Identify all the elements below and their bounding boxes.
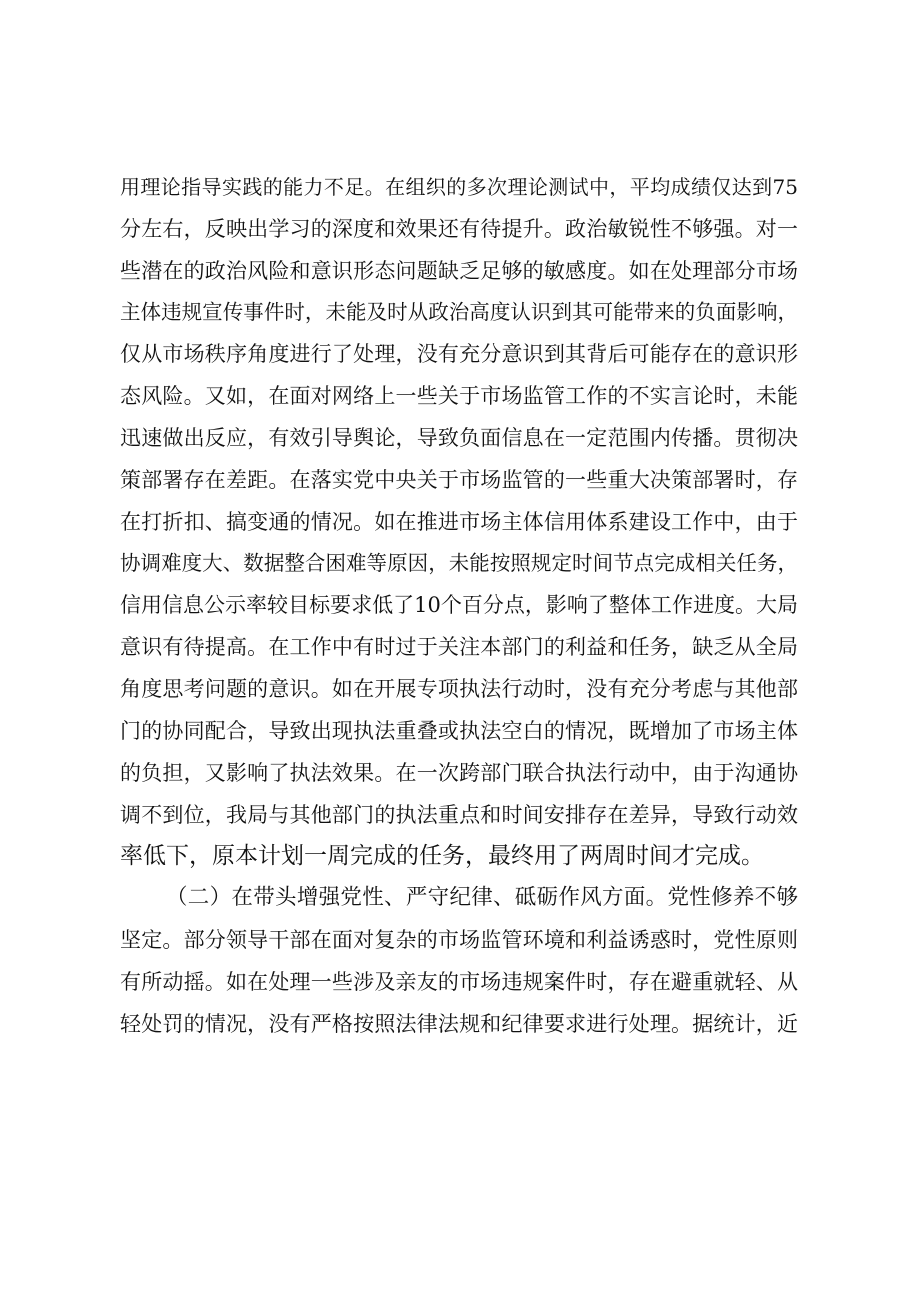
paragraph-1-line-1: 用理论指导实践的能力不足。在组织的多次理论测试中，平均成绩仅达到75 xyxy=(120,175,798,199)
paragraph-2-line-4: 轻处罚的情况，没有严格按照法律法规和纪律要求进行处理。据统计，近 xyxy=(120,1012,798,1036)
paragraph-1-line-4: 主体违规宣传事件时，未能及时从政治高度认识到其可能带来的负面影响， xyxy=(120,300,798,324)
paragraph-2-line-1: （二）在带头增强党性、严守纪律、砥砺作风方面。党性修养不够 xyxy=(166,885,798,910)
paragraph-1-line-12: 意识有待提高。在工作中有时过于关注本部门的利益和任务，缺乏从全局 xyxy=(120,635,798,659)
paragraph-1-line-14: 门的协同配合，导致出现执法重叠或执法空白的情况，既增加了市场主体 xyxy=(120,719,798,743)
paragraph-1-line-3: 些潜在的政治风险和意识形态问题缺乏足够的敏感度。如在处理部分市场 xyxy=(120,259,798,283)
paragraph-1-line-5: 仅从市场秩序角度进行了处理，没有充分意识到其背后可能存在的意识形 xyxy=(120,342,798,366)
paragraph-1-line-15: 的负担，又影响了执法效果。在一次跨部门联合执法行动中，由于沟通协 xyxy=(120,761,798,785)
paragraph-2-line-2: 坚定。部分领导干部在面对复杂的市场监管环境和利益诱惑时，党性原则 xyxy=(120,928,798,952)
paragraph-1-line-17: 率低下，原本计划一周完成的任务，最终用了两周时间才完成。 xyxy=(120,843,764,869)
paragraph-1-line-11: 信用信息公示率较目标要求低了10个百分点，影响了整体工作进度。大局 xyxy=(120,593,798,617)
paragraph-1-line-7: 迅速做出反应，有效引导舆论，导致负面信息在一定范围内传播。贯彻决 xyxy=(120,426,798,450)
paragraph-2-line-3: 有所动摇。如在处理一些涉及亲友的市场违规案件时，存在避重就轻、从 xyxy=(120,970,798,994)
paragraph-1-line-8: 策部署存在差距。在落实党中央关于市场监管的一些重大决策部署时，存 xyxy=(120,468,798,492)
paragraph-1-line-9: 在打折扣、搞变通的情况。如在推进市场主体信用体系建设工作中，由于 xyxy=(120,510,798,534)
paragraph-1-line-10: 协调难度大、数据整合困难等原因，未能按照规定时间节点完成相关任务， xyxy=(120,551,798,575)
paragraph-1-line-13: 角度思考问题的意识。如在开展专项执法行动时，没有充分考虑与其他部 xyxy=(120,677,798,701)
paragraph-1-line-16: 调不到位，我局与其他部门的执法重点和时间安排存在差异，导致行动效 xyxy=(120,803,798,827)
paragraph-1-line-2: 分左右，反映出学习的深度和效果还有待提升。政治敏锐性不够强。对一 xyxy=(120,217,798,241)
paragraph-1-line-6: 态风险。又如，在面对网络上一些关于市场监管工作的不实言论时，未能 xyxy=(120,384,798,408)
